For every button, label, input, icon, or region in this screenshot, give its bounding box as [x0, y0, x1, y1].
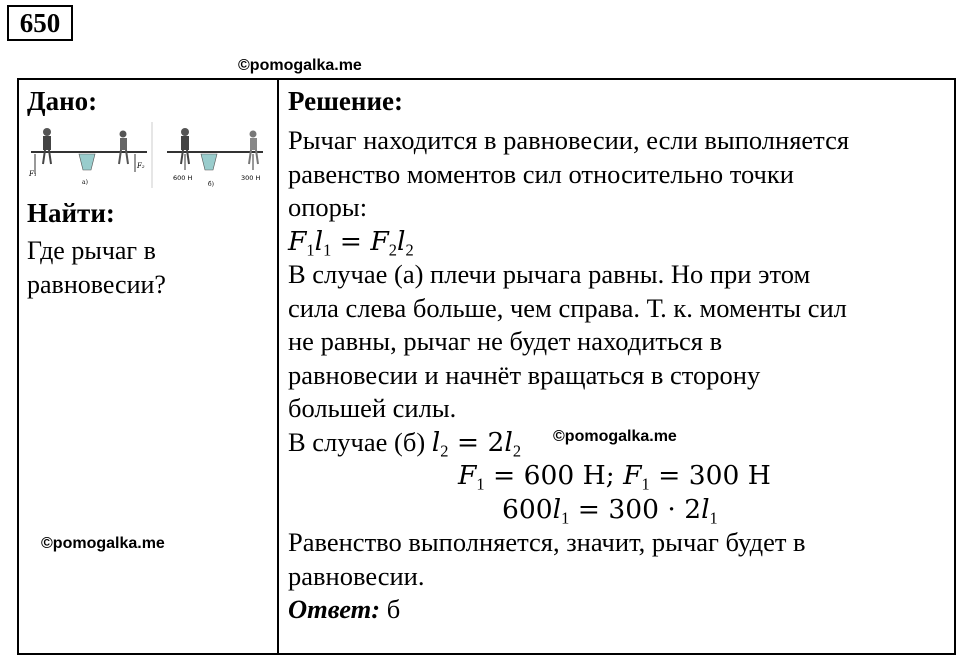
math-symbol: F [458, 460, 477, 491]
solution-text-line: Равенство выполняется, значит, рычаг будет в [288, 527, 806, 557]
math-symbol: F [623, 460, 642, 491]
find-text-line: Где рычаг в [27, 236, 156, 265]
math-symbol: l [431, 426, 441, 458]
label-600n: 600 Н [173, 174, 193, 182]
case-b-prefix: В случае (б) [288, 426, 432, 457]
math-subscript: 1 [306, 239, 315, 259]
lever-figure-panel-b [167, 128, 263, 188]
answer-label: Ответ: [288, 594, 381, 624]
lever-figure-panel-a [28, 128, 147, 186]
moment-equation [288, 225, 950, 259]
solution-text-line: не равны, рычаг не будет находиться в [288, 326, 723, 356]
math-symbol: F [370, 225, 389, 257]
math-subscript: 2 [440, 440, 449, 460]
math-subscript: 2 [388, 239, 397, 259]
label-panel-b: б) [208, 181, 214, 188]
math-subscript: 1 [709, 507, 718, 527]
watermark: ©pomogalka.me [41, 535, 165, 552]
math-value: 600 [502, 493, 553, 525]
math-symbol: l [701, 493, 710, 525]
math-subscript: 1 [476, 474, 485, 494]
column-divider [277, 80, 279, 653]
math-value: = 300 · 2 [569, 493, 702, 525]
solution-text-line: равновесии и начнёт вращаться в сторону [288, 359, 761, 390]
problem-number: 650 [7, 5, 73, 41]
solution-text-line: большей силы. [288, 393, 457, 423]
math-symbol: F [288, 225, 307, 257]
label-f2: F₂ [137, 162, 145, 170]
math-symbol: l [314, 225, 324, 257]
math-subscript: 1 [641, 474, 650, 494]
solution-heading: Решение: [288, 86, 403, 116]
balance-equation [288, 493, 950, 527]
find-text-line: равновесии? [27, 270, 166, 299]
watermark: ©pomogalka.me [553, 428, 677, 445]
solution-text-line: равновесии. [288, 560, 425, 591]
math-subscript: 2 [512, 440, 522, 460]
label-300n: 300 Н [241, 174, 261, 182]
solution-text-line: опоры: [288, 192, 368, 222]
lever-figure [27, 122, 267, 190]
find-text [27, 234, 267, 302]
find-heading: Найти: [27, 198, 115, 228]
answer-line [288, 593, 950, 627]
solution-table [17, 78, 956, 655]
given-heading: Дано: [27, 86, 98, 116]
math-operator: = [331, 225, 371, 257]
solution-text-line: сила слева больше, чем справа. Т. к. моменты сил [288, 292, 847, 323]
forces-equation [288, 459, 950, 493]
math-symbol: l [396, 225, 406, 257]
math-subscript: 1 [561, 507, 570, 527]
math-subscript: 2 [405, 239, 414, 259]
label-f1: F₁ [29, 170, 37, 178]
math-operator: = 2 [448, 426, 505, 458]
given-column [27, 84, 267, 302]
math-value: = 600 Н; [484, 460, 624, 491]
label-panel-a: а) [82, 179, 88, 186]
watermark: ©pomogalka.me [238, 57, 362, 74]
solution-text-line: В случае (а) плечи рычага равны. Но при этом [288, 259, 811, 289]
solution-text-line: равенство моментов сил относительно точки [288, 158, 794, 189]
math-symbol: l [504, 426, 513, 458]
math-value: = 300 Н [649, 460, 771, 491]
solution-text-line: Рычаг находится в равновесии, если выполняется [288, 125, 850, 155]
math-symbol: l [552, 493, 562, 525]
math-subscript: 1 [323, 239, 332, 259]
solution-column [288, 84, 950, 627]
answer-value: б [380, 594, 401, 624]
